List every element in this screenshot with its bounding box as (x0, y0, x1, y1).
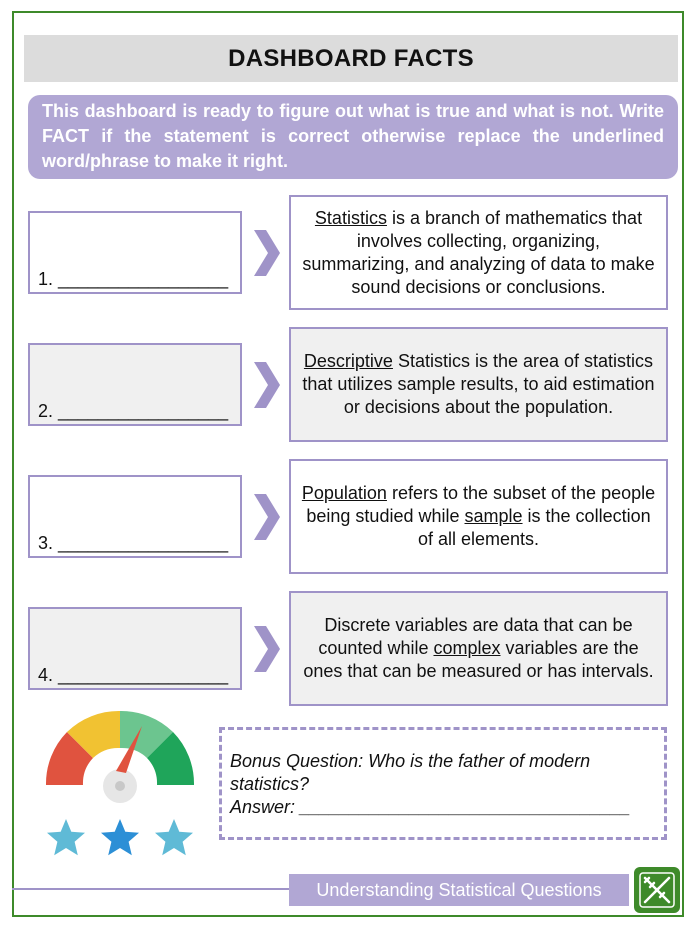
statement-text: Statistics is the area of statistics that utilizes sample results, to aid estimation or decisions about the population. (302, 351, 655, 417)
statement-2 (289, 327, 668, 442)
chevron-right-icon (252, 228, 282, 278)
title-bar (24, 35, 678, 82)
bonus-box[interactable] (219, 727, 667, 840)
statement-text: is the collection of all elements. (417, 506, 651, 549)
star-rating (44, 815, 196, 865)
star-icon (155, 819, 193, 855)
answer-line: 4. _________________ (38, 665, 229, 685)
chevron-right-icon (252, 360, 282, 410)
chevron-right-icon (252, 492, 282, 542)
answer-line: 1. _________________ (38, 269, 229, 289)
statement-4 (289, 591, 668, 706)
answer-line: 2. _________________ (38, 401, 229, 421)
footer-banner (289, 874, 629, 906)
gauge-icon (44, 708, 196, 808)
answer-line: 3. _________________ (38, 533, 229, 553)
statement-text: Discrete variables are data that can be counted while (318, 615, 633, 658)
underlined-word: sample (464, 506, 523, 526)
underlined-word: complex (433, 638, 501, 658)
underlined-word: Descriptive (303, 351, 393, 371)
answer-box-3[interactable] (28, 475, 242, 558)
star-icon (47, 819, 85, 855)
statement-text: variables are the ones that can be measured or has intervals. (303, 638, 654, 681)
statement-1 (289, 195, 668, 310)
bonus-answer: Answer: _________________________________ (230, 797, 631, 817)
footer-divider (12, 888, 312, 890)
chevron-right-icon (252, 624, 282, 674)
statement-text: refers to the subset of the people being studied while (306, 483, 656, 526)
answer-box-4[interactable] (28, 607, 242, 690)
statement-3 (289, 459, 668, 574)
star-icon (101, 819, 139, 855)
ruler-pencil-logo-icon (634, 867, 680, 913)
instructions-box: This dashboard is ready to figure out what is true and what is not. Write FACT if the statement is correct otherwise replace the underlined word/phrase to make it right. (28, 95, 678, 179)
underlined-word: Statistics (314, 207, 387, 228)
answer-box-1[interactable] (28, 211, 242, 294)
footer-title: Understanding Statistical Questions (316, 879, 602, 900)
statement-text: is a branch of mathematics that involves collecting, organizing, summarizing, and analyzing of data to make sound decisions or conclusions. (302, 207, 655, 297)
bonus-question: Bonus Question: Who is the father of modern statistics? (230, 751, 591, 794)
answer-box-2[interactable] (28, 343, 242, 426)
underlined-word: Population (301, 483, 387, 503)
page-title: DASHBOARD FACTS (228, 44, 474, 72)
